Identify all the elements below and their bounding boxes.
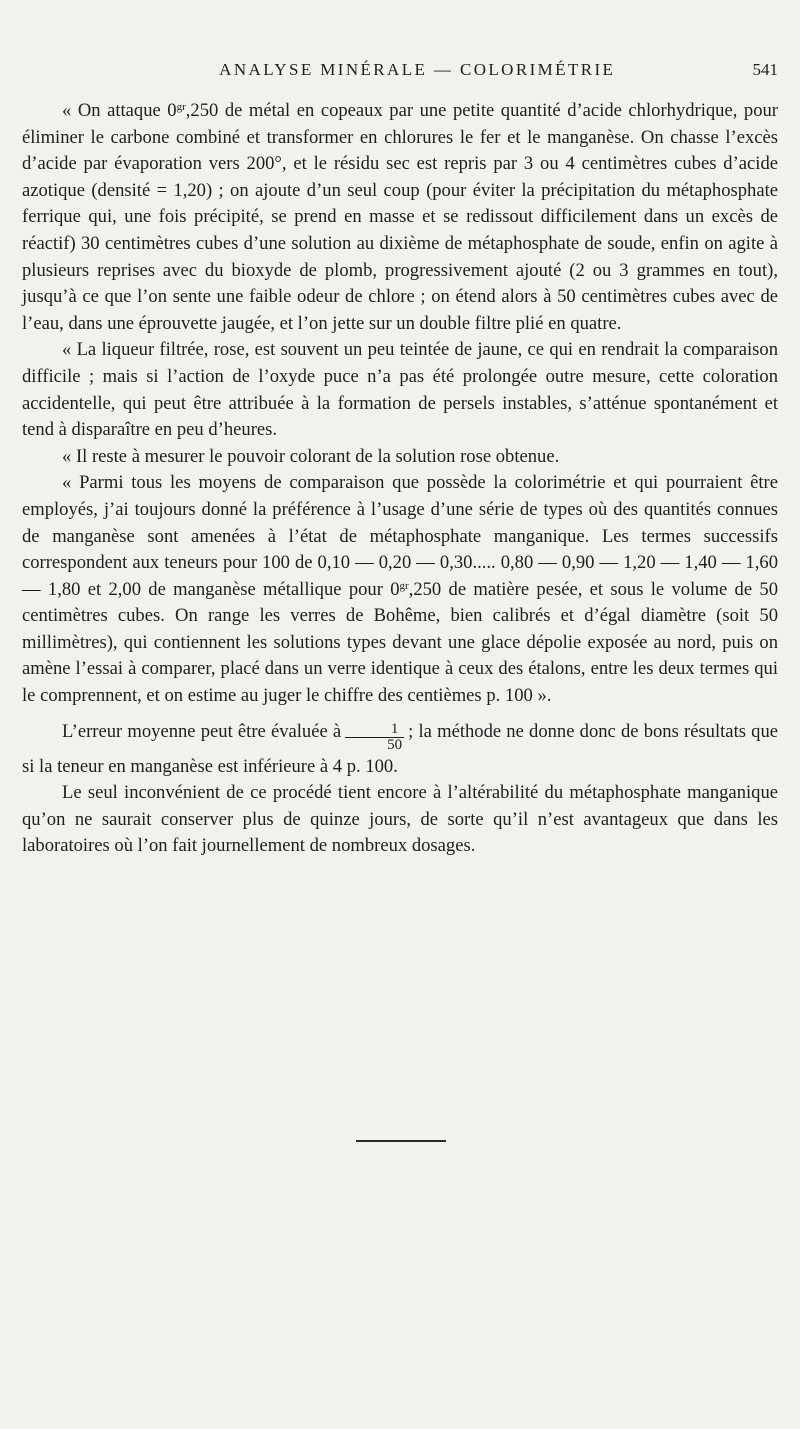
- fraction: [345, 722, 404, 753]
- running-header: [22, 60, 778, 94]
- page: [22, 60, 778, 860]
- text-run: ,250 de matière pesée, et sous le volume de 50 centimètres cubes. On range les verres de Bohême, bien calibrés et d’égal diamètre (soit 50 millimètres), qui contiennent les solutions types devant une glace dépolie exposée au nord, puis on amène l’essai à comparer, placé dans un verre identique à ceux des étalons, entre les deux termes qui le comprennent, et on estime au juger le chiffre des centièmes p. 100 ».: [22, 578, 778, 707]
- text-run: L’erreur moyenne peut être évaluée à: [62, 720, 342, 742]
- section-divider: [356, 1140, 446, 1142]
- paragraph-6: Le seul inconvénient de ce procédé tient encore à l’altérabilité du métaphosphate manganique qu’on ne saurait conserver plus de quinze jours, de sorte qu’il n’est avantageux que dans les laboratoires où l’on fait journellement de nombreux dosages.: [22, 782, 778, 857]
- paragraph-2: « La liqueur filtrée, rose, est souvent un peu teintée de jaune, ce qui en rendrait la comparaison difficile ; mais si l’action de l’oxyde puce n’a pas été prolongée outre mesure, cette coloration accidentelle, qui peut être attribuée à la formation de persels instables, s’atténue spontanément et tend à disparaître en peu d’heures.: [22, 339, 778, 441]
- page-number: 541: [752, 60, 778, 79]
- fraction-numerator: 1: [345, 722, 404, 738]
- text-run: ; la méthode ne donne donc de bons résultats que si la teneur en manganèse est inférieure à 4 p. 100.: [22, 720, 778, 777]
- paragraph-5: [22, 710, 778, 781]
- paragraph-4: [22, 470, 778, 709]
- paragraph-3: « Il reste à mesurer le pouvoir colorant de la solution rose obtenue.: [62, 445, 560, 467]
- text-run: « On attaque 0: [62, 100, 177, 121]
- text-run: « Parmi tous les moyens de comparaison que possède la colorimétrie et qui pourraient être employés, j’ai toujours donné la préférence à l’usage d’une série de types où des quantités connues de manganèse sont amenées à l’état de métaphosphate manganique. Les termes successifs correspondent aux teneurs pour 100 de 0,10 — 0,20 — 0,30..... 0,80 — 0,90 — 1,20 — 1,40 — 1,60 — 1,80 et 2,00 de manganèse métallique pour 0: [22, 472, 778, 600]
- header-title: ANALYSE MINÉRALE — COLORIMÉTRIE: [219, 60, 616, 79]
- body-text: [22, 98, 778, 860]
- fraction-denominator: 50: [387, 736, 403, 753]
- text-run: ,250 de métal en copeaux par une petite quantité d’acide chlorhydrique, pour éliminer le carbone combiné et transformer en chlorures le fer et le manganèse. On chasse l’excès d’acide par évaporation vers 200°, et le résidu sec est repris par 3 ou 4 centimètres cubes d’acide azotique (densité = 1,20) ; on ajoute d’un seul coup (pour éviter la précipitation du métaphosphate ferrique qui, une fois précipité, se prend en masse et se redissout difficilement dans un excès de réactif) 30 centimètres cubes d’une solution au dixième de métaphosphate de soude, enfin on agite à plusieurs reprises avec du bioxyde de plomb, progressivement ajouté (2 ou 3 grammes en tout), jusqu’à ce que l’on sente une faible odeur de chlore ; on étend alors à 50 centimètres cubes avec de l’eau, dans une éprouvette jaugée, et l’on jette sur un double filtre plié en quatre.: [22, 100, 778, 334]
- paragraph-1: [22, 98, 778, 337]
- unit-superscript: gr: [176, 101, 186, 113]
- unit-superscript: gr: [399, 579, 409, 592]
